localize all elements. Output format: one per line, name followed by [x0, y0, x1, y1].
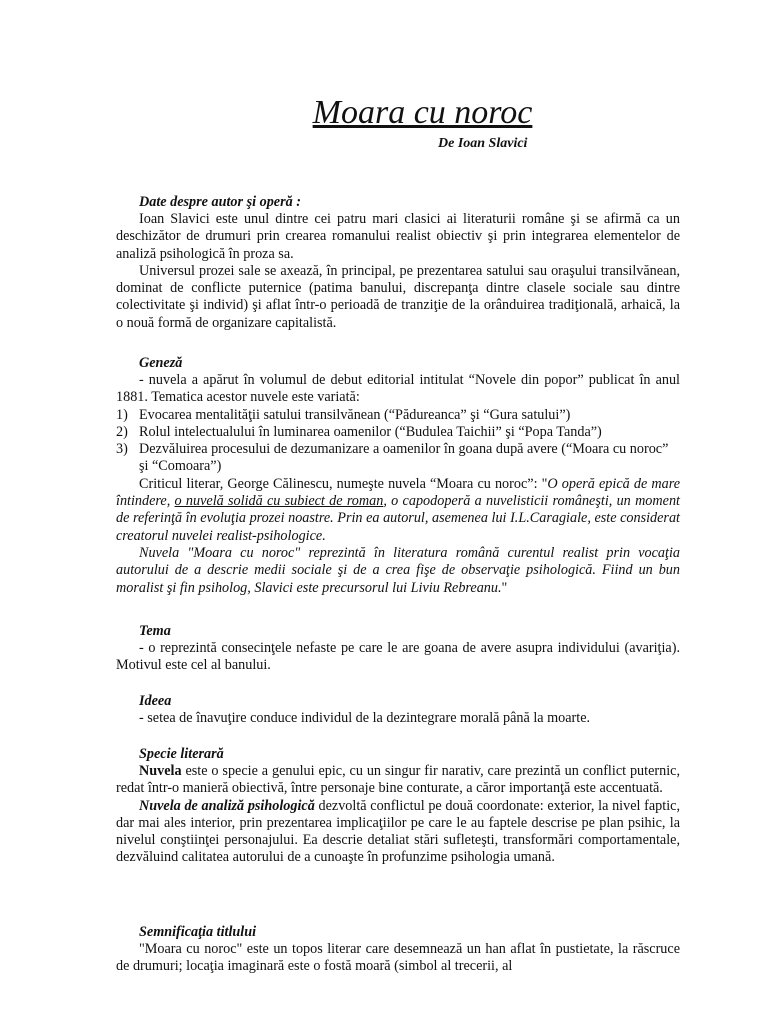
paragraph: - setea de înavuţire conduce individul de la dezintegrare morală până la moarte.	[139, 710, 591, 726]
list-item	[116, 407, 680, 424]
list-text: Rolul intelectualului în luminarea oamenilor (“Budulea Taichii” şi “Popa Tanda”)	[139, 423, 602, 440]
section-specie	[116, 763, 680, 867]
section-geneza	[116, 372, 680, 597]
heading-date-autor: Date despre autor şi operă :	[139, 194, 301, 210]
quote-part: , o capodoperă a nuvelisticii româneşti, un moment de referinţă în evoluţia prozei noastre. Prin ea autorul, asemenea lui I.L.Caragiale, este considerat creatorul nuvelei realist-psihologice.	[116, 493, 680, 544]
paragraph: Universul prozei sale se axează, în principal, pe prezentarea satului sau oraşului transilvănean, dominat de conflicte puternice (patima banului, discrepanţa dintre clasele sociale sau dintre colectivitate şi individ) şi aflat într-o perioadă de tranziţie de la orânduirea tradiţională, arhaică, la o nouă formă de organizare capitalistă.	[116, 262, 680, 331]
heading-geneza: Geneză	[139, 355, 183, 371]
quote-paragraph	[116, 545, 680, 597]
section-tema	[116, 640, 680, 675]
heading-semnificatia: Semnificaţia titlului	[139, 924, 257, 940]
heading-specie: Specie literară	[139, 746, 224, 762]
paragraph: Ioan Slavici este unul dintre cei patru mari clasici ai literaturii române şi se afirmă ca un deschizător de drumuri prin crearea romanului realist obiectiv şi prin integrarea elementelor de analiză psihologică în proza sa.	[116, 211, 680, 262]
paragraph	[116, 763, 680, 798]
heading-ideea: Ideea	[139, 693, 172, 709]
list-text: Dezvăluirea procesului de dezumanizare a oamenilor în goana după avere (“Moara cu noroc” şi “Comoara”)	[139, 441, 669, 475]
page-title: Moara cu noroc	[312, 94, 533, 131]
paragraph: - o reprezintă consecinţele nefaste pe care le are goana de avere asupra individului (avariţia). Motivul este cel al banului.	[116, 640, 680, 674]
list-number: 3)	[116, 441, 128, 458]
paragraph: "Moara cu noroc" este un topos literar care desemnează un han aflat în pustietate, la răscruce de drumuri; locaţia imaginară este o fostă moară (simbol al trecerii, al	[116, 941, 680, 975]
author-byline: De Ioan Slavici	[438, 136, 528, 151]
critic-intro: Criticul literar, George Călinescu, numeşte nuvela “Moara cu noroc”: "	[139, 475, 548, 492]
quote-part: Nuvela "Moara cu noroc" reprezintă în literatura română curentul realist prin vocaţia autorului de a descrie medii sociale şi de a crea fişe de observaţie psihologică. Fiind un bun moralist şi fin psiholog, Slavici este precursorul lui Liviu Rebreanu.	[116, 544, 680, 596]
quote-close: "	[501, 579, 508, 596]
paragraph	[116, 798, 680, 867]
paragraph-text: este o specie a genului epic, cu un singur fir narativ, care prezintă un conflict puternic, redat într-o manieră obiectivă, între personaje bine conturate, a căror importanţă este accentuată.	[116, 763, 680, 797]
list-number: 2)	[116, 423, 128, 440]
list-item	[116, 424, 680, 441]
list-item	[116, 441, 680, 476]
section-ideea	[116, 710, 680, 727]
quote-part: O operă epică de mare întindere,	[116, 475, 680, 510]
term-nuvela-psihologica: Nuvela de analiză psihologică	[139, 797, 315, 814]
term-nuvela: Nuvela	[139, 763, 182, 779]
list-number: 1)	[116, 406, 128, 423]
section-date-autor	[116, 211, 680, 332]
quote-underlined: o nuvelă solidă cu subiect de roman	[174, 493, 384, 510]
list-text: Evocarea mentalităţii satului transilvănean (“Pădureanca” şi “Gura satului”)	[139, 406, 571, 423]
paragraph: - nuvela a apărut în volumul de debut editorial intitulat “Novele din popor” publicat în anul 1881. Tematica acestor nuvele este variată:	[116, 372, 680, 406]
themes-list	[116, 407, 680, 476]
paragraph-text: dezvoltă conflictul pe două coordonate: exterior, la nivel faptic, dar mai ales interior, prin prezentarea implicaţiilor pe care le au faptele descrise pe plan psihic, la nivelul conştiinţei personajului. Ea descrie detaliat stări sufleteşti, transformări comportamentale, dezvăluind calitatea autorului de a cunoaşte în profunzime psihologia umană.	[116, 797, 680, 866]
heading-tema: Tema	[139, 623, 171, 639]
critic-paragraph	[116, 476, 680, 545]
section-semnificatia	[116, 941, 680, 976]
